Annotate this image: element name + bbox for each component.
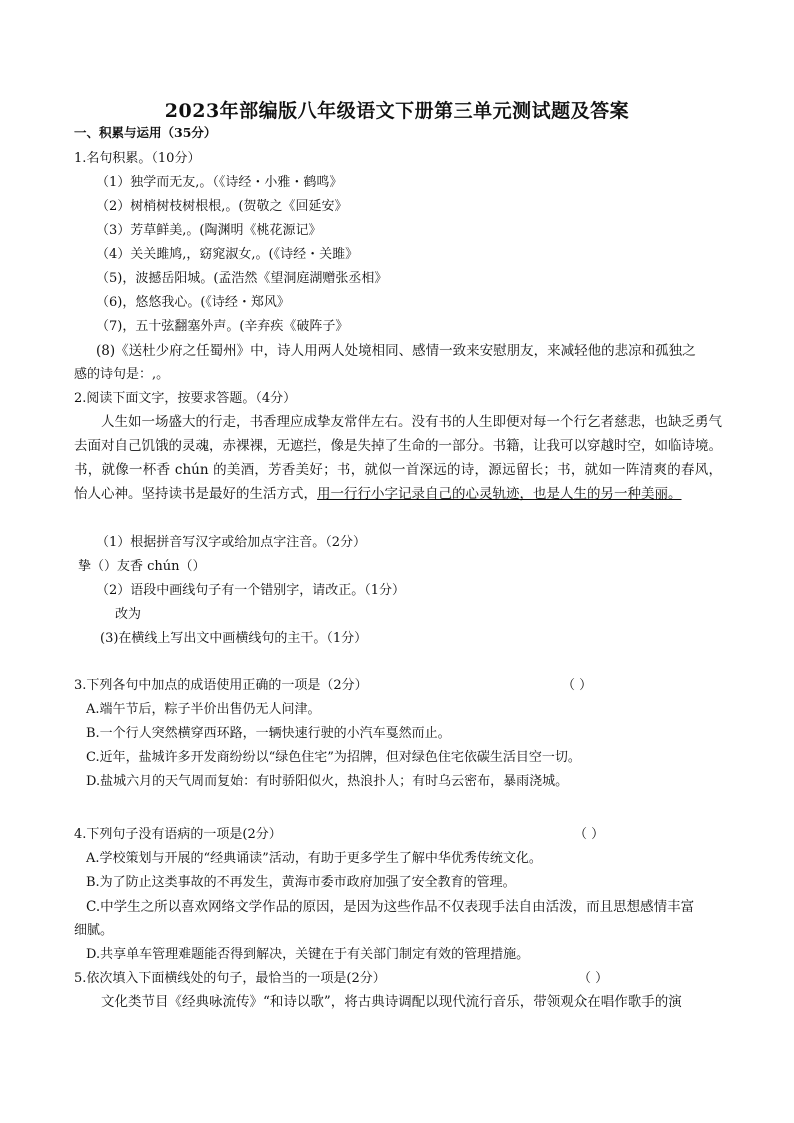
question-1-item-8-line2: 感的诗句是：,。 — [74, 367, 170, 382]
question-2-stem: 2.阅读下面文字，按要求答题。（4分） — [74, 391, 297, 406]
question-5-passage: 文化类节目《经典咏流传》“和诗以歌”，将古典诗调配以现代流行音乐，带领观众在唱作歌手的演 — [101, 994, 682, 1010]
question-3-option: B.一个行人突然横穿西环路，一辆快速行驶的小汽车戛然而止。 — [86, 726, 451, 741]
question-1-item: （2）树梢树枝树根根,。(贺敬之《回延安》 — [96, 199, 348, 214]
question-1-item: （6)，悠悠我心。(《诗经・郑风》 — [96, 295, 290, 310]
question-4-option: A.学校策划与开展的“经典诵读”活动，有助于更多学生了解中华优秀传统文化。 — [86, 851, 542, 866]
question-3-option: A.端午节后，粽子半价出售仍无人问津。 — [86, 702, 321, 717]
question-3-stem: 3.下列各句中加点的成语使用正确的一项是（2分） — [74, 678, 368, 693]
question-4-option: D.共享单车管理难题能否得到解决，关键在于有关部门制定有效的管理措施。 — [86, 947, 530, 962]
question-2-passage — [74, 410, 722, 506]
question-2-sub2-answer: 改为 — [115, 607, 142, 622]
exam-title: 2023年部编版八年级语文下册第三单元测试题及答案 — [164, 100, 630, 122]
question-4-option-continued: 细腻。 — [74, 923, 114, 938]
question-1-item: （4）关关雎鸠,，窈窕淑女,。(《诗经・关雎》 — [96, 247, 359, 262]
question-1-stem: 1.名句积累。（10分） — [74, 151, 201, 166]
question-1-item: （7)，五十弦翻塞外声。(辛弃疾《破阵子》 — [96, 319, 349, 334]
question-4-stem: 4.下列句子没有语病的一项是(2分） — [74, 827, 282, 842]
question-3-option: C.近年，盐城许多开发商纷纷以“绿色住宅”为招牌，但对绿色住宅依碳生活目空一切。 — [86, 750, 581, 765]
question-3-option: D.盐城六月的天气周而复始：有时骄阳似火，热浪扑人；有时乌云密布，暴雨浇城。 — [86, 774, 569, 789]
question-1-item-8-line1: (8)《送杜少府之任蜀州》中，诗人用两人处境相同、感情一致来安慰朋友，来减轻他的悲凉和孤独之 — [96, 343, 696, 359]
answer-bracket[interactable]: （ ） — [574, 827, 605, 842]
question-2-sub3: (3)在横线上写出文中画横线句的主干。（1分） — [100, 631, 368, 646]
section-heading: 一、积累与运用（35分） — [74, 125, 217, 140]
question-1-item: （3）芳草鲜美,。(陶渊明《桃花源记》 — [96, 223, 322, 238]
question-1-item: （5)，波撼岳阳城。(孟浩然《望洞庭湖赠张丞相》 — [96, 271, 388, 286]
question-4-option: B.为了防止这类事故的不再发生，黄海市委市政府加强了安全教育的管理。 — [86, 875, 516, 890]
question-2-sub2: （2）语段中画线句子有一个错别字，请改正。（1分） — [96, 583, 406, 598]
answer-bracket[interactable]: （ ） — [562, 678, 593, 693]
question-2-sub1: （1）根据拼音写汉字或给加点字注音。（2分） — [96, 535, 367, 550]
answer-bracket[interactable]: （ ） — [578, 971, 609, 986]
passage-text: 人生如一场盛大的行走，书香理应成挚友常伴左右。没有书的人生即便对每一个行乞者慈悲，也缺乏勇气去面对自己饥饿的灵魂，赤裸裸，无遮拦，像是失掉了生命的一部分。书籍，让我可以穿越时空，如临诗境。书，就像一杯香 chún 的美酒，芳香美好；书，就似一首深远的诗，源远留长；书，就如一阵清爽的春风，怡人心神。坚持读书是最好的生活方式， — [74, 414, 722, 502]
underlined-sentence: 用一行行小字记录自己的心灵轨迹，也是人生的另一种美丽。 — [317, 486, 682, 502]
question-1-item: （1）独学而无友,。（《诗经・小雅・鹤鸣》 — [96, 175, 343, 190]
question-5-stem: 5.依次填入下面横线处的句子，最恰当的一项是(2分） — [74, 971, 386, 986]
question-2-sub1-answer: 挚（）友香 chún（） — [78, 559, 206, 574]
question-4-option: C.中学生之所以喜欢网络文学作品的原因，是因为这些作品不仅表现手法自由活泼，而且思想感情丰富 — [86, 899, 695, 915]
